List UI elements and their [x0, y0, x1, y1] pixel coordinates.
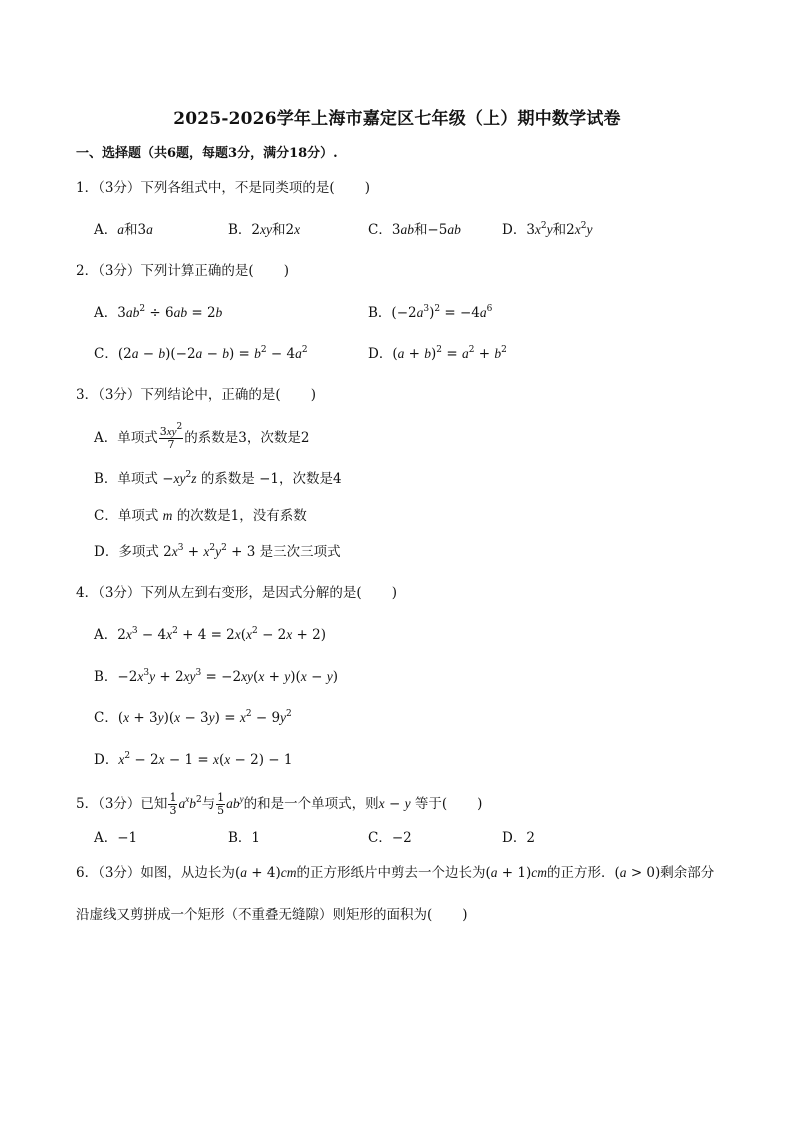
q5-option-b: B．1: [228, 830, 261, 846]
q4-option-a: A．$2x^3 - 4x^2 + 4 = 2x(x^2 - 2x + 2)$: [94, 626, 327, 643]
exam-title: 2025-2026学年上海市嘉定区七年级（上）期中数学试卷: [173, 109, 621, 129]
question-2-stem: 2．（3分）下列计算正确的是( ): [76, 263, 289, 279]
question-3-stem: 3．（3分）下列结论中，正确的是( ): [76, 387, 316, 403]
q4-option-b: B．$-2x^3y + 2xy^3 = -2xy(x + y)(x - y)$: [94, 668, 338, 685]
question-5-stem: 5．（3分）已知 $\frac{1}{3}$ $a^xb^2$与 $\frac{1}{5}$ $ab^y$的和是一个单项式，则x − y 等于( ): [76, 791, 483, 817]
fraction: $\frac{1}{3}$: [169, 791, 177, 817]
q4-option-d: D．$x^2 - 2x - 1 = x(x - 2) - 1$: [94, 751, 293, 768]
question-4-stem: 4．（3分）下列从左到右变形，是因式分解的是( ): [76, 585, 397, 601]
q2-option-c: C．$(2a - b)(-2a - b) = b^2 - 4a^2$: [94, 345, 308, 362]
q3-option-d: D．多项式 $2x^3 + x^2y^2 + 3$ 是三次三项式: [94, 543, 341, 560]
question-1-stem: 1．（3分）下列各组式中，不是同类项的是( ): [76, 180, 370, 196]
question-6-line-2: 沿虚线又剪拼成一个矩形（不重叠无缝隙）则矩形的面积为( ): [76, 907, 468, 923]
q2-option-b: B．$(-2a^3)^2 = -4a^6$: [368, 304, 493, 321]
q3-option-b: B．单项式 $-xy^2z$ 的系数是 −1，次数是4: [94, 470, 342, 487]
section-heading: 一、选择题（共6题，每题3分，满分18分）.: [76, 146, 338, 161]
q4-option-c: C．$(x + 3y)(x - 3y) = x^2 - 9y^2$: [94, 709, 292, 726]
q5-option-a: A．−1: [94, 830, 138, 846]
q2-option-d: D．$(a + b)^2 = a^2 + b^2$: [368, 345, 507, 362]
question-6-line-1: 6．（3分）如图，从边长为(a + 4)cm的正方形纸片中剪去一个边长为(a + 1)cm的正方形．(a > 0)剩余部分: [76, 865, 715, 881]
q5-option-c: C．−2: [368, 830, 412, 846]
q1-option-c: C．3ab和−5ab: [368, 222, 461, 238]
q3-option-c: C．单项式 m 的次数是1，没有系数: [94, 508, 307, 524]
q3-option-a: A．单项式 $\frac{3xy^2}{7}$ 的系数是3，次数是2: [94, 422, 310, 451]
fraction: $\frac{3xy^2}{7}$: [159, 422, 183, 451]
fraction: $\frac{1}{5}$: [217, 791, 225, 817]
q1-option-a: A．a和3a: [94, 222, 153, 238]
q2-option-a: A．$3ab^2 \div 6ab = 2b$: [94, 304, 223, 321]
q1-option-d: D．$3x^2y$和$2x^2y$: [502, 221, 593, 238]
q1-option-b: B．2xy和2x: [228, 222, 301, 238]
q5-option-d: D．2: [502, 830, 535, 846]
